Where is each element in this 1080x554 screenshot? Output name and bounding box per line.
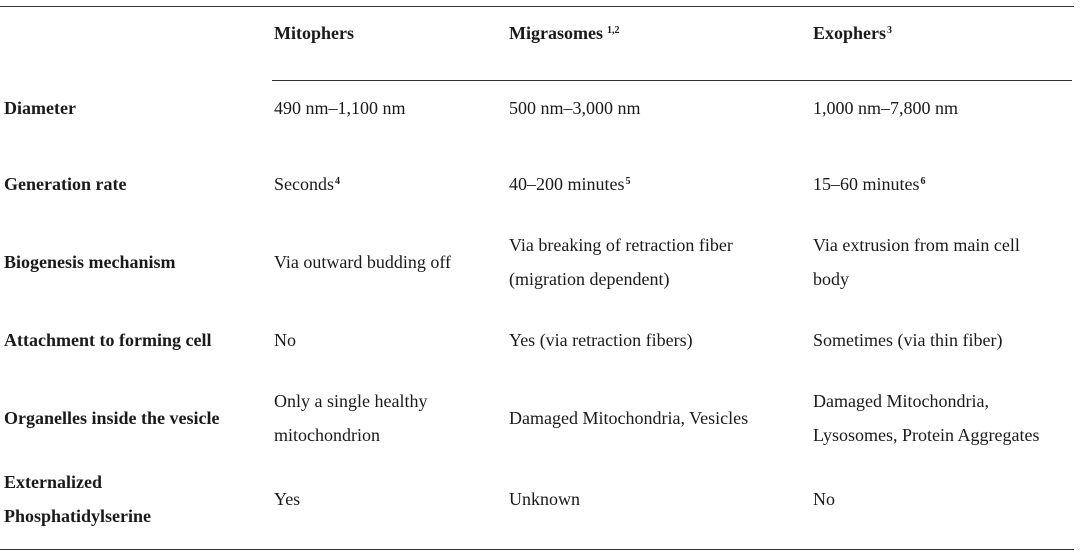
cell-text-line: Damaged Mitochondria, [813,391,989,411]
row-label [4,384,266,452]
cell-exophers [813,384,1075,452]
cell-text: Yes [274,489,301,509]
row-label-text: Organelles inside the vesicle [4,408,220,428]
header-migrasomes: Migrasomes $^{1,2}$ [509,16,809,50]
cell-mitophers [274,91,504,125]
row-label-text-line: Phosphatidylserine [4,506,152,526]
table-header-row [0,16,1080,50]
row-label [4,323,266,357]
header-exophers: Exophers $^3$ [813,16,1075,50]
table-row [0,228,1080,296]
cell-text: Yes (via retraction fibers) [509,330,693,350]
table-row [0,91,1080,125]
row-label [4,228,266,296]
cell-text: Sometimes (via thin fiber) [813,330,1003,350]
table-row [0,465,1080,533]
cell-migrasomes [509,384,809,452]
cell-text-line: Lysosomes, Protein Aggregates [813,425,1040,445]
cell-text: No [813,489,835,509]
header-migrasomes-label: Migrasomes [509,23,603,43]
cell-text-line: Only a single healthy [274,391,428,411]
table-header-rule [272,80,1072,81]
row-label-text: Biogenesis mechanism [4,252,176,272]
cell-mitophers [274,465,504,533]
cell-text-line: (migration dependent) [509,269,670,289]
cell-migrasomes [509,228,809,296]
cell-text: 490 nm–1,100 nm [274,98,406,118]
cell-text: Via outward budding off [274,252,452,272]
cell-text: 40–200 minutes [509,174,625,194]
table-bottom-rule [0,549,1074,550]
header-exophers-label: Exophers [813,23,887,43]
cell-text: Damaged Mitochondria, Vesicles [509,408,749,428]
table-top-rule [0,6,1074,7]
cell-text: 1,000 nm–7,800 nm [813,98,959,118]
cell-exophers: 15–60 minutes $^6$ [813,167,1075,201]
cell-mitophers [274,323,504,357]
header-mitophers [274,16,504,50]
row-label [4,167,266,201]
header-empty-cell [4,16,266,50]
cell-migrasomes: 40–200 minutes $^5$ [509,167,809,201]
row-label-text: Diameter [4,98,76,118]
cell-exophers [813,228,1075,296]
cell-migrasomes [509,91,809,125]
row-label-text-line: Externalized [4,472,102,492]
cell-text: Unknown [509,489,580,509]
cell-text-line: mitochondrion [274,425,380,445]
cell-text: 500 nm–3,000 nm [509,98,641,118]
cell-mitophers [274,228,504,296]
cell-text: Seconds [274,174,334,194]
row-label [4,91,266,125]
cell-migrasomes [509,323,809,357]
cell-text-line: Via breaking of retraction fiber [509,235,733,255]
row-label-text: Generation rate [4,174,127,194]
cell-text: No [274,330,296,350]
cell-exophers [813,465,1075,533]
cell-mitophers: Seconds $^4$ [274,167,504,201]
cell-text: 15–60 minutes [813,174,920,194]
cell-mitophers [274,384,504,452]
cell-text-line: Via extrusion from main cell [813,235,1020,255]
row-label [4,465,266,533]
cell-text-line: body [813,269,849,289]
table-row [0,167,1080,201]
header-mitophers-label: Mitophers [274,23,354,43]
cell-exophers [813,323,1075,357]
table-row [0,323,1080,357]
cell-exophers [813,91,1075,125]
table-row [0,384,1080,452]
cell-migrasomes [509,465,809,533]
row-label-text: Attachment to forming cell [4,330,212,350]
